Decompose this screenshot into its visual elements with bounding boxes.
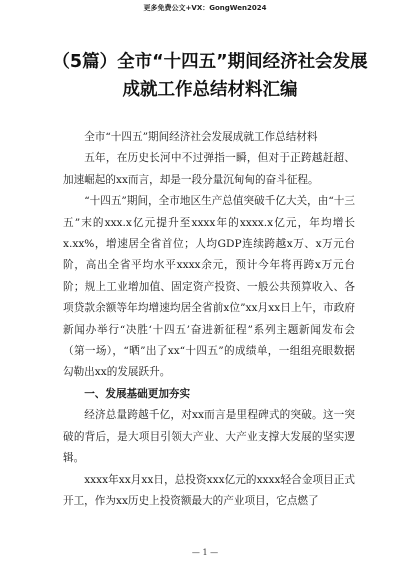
document-subtitle: 全市“十四五”期间经济社会发展成就工作总结材料 [84,131,318,143]
body-paragraph: “十四五”期间，全市地区生产总值突破千亿大关，由“十三五”末的xxx.x亿元提升至xxxx年的xxxx.x亿元，年均增长x.xx%，增速居全省首位；人均GDP连续跨越x万、x万元台阶，高出全省平均水平xxxx余元，预计今年将再跨x万元台阶；规上工业增加值、固定资产投资、一般公共预算收入、各项贷款余额等年均增速均居全省前x位”xx月xx日上午，市政府新闻办举行“决胜‘十四五’奋进新征程”系列主题新闻发布会（第一场），“晒”出了xx“十四五”的成绩单，一组组亮眼数据勾勒出xx的发展跃升。 [63,195,355,379]
section-paragraph: xxxx年xx月xx日，总投资xxx亿元的xxxx轻合金项目正式开工，作为xx历史上投资额最大的产业项目，它点燃了 [63,473,355,507]
document-title: （5篇）全市“十四五”期间经济社会发展成就工作总结材料汇编 [52,52,368,100]
page-header: 更多免费公文+VX：GongWen2024 [143,4,267,12]
section-heading: 一、发展基础更加夯实 [84,387,191,400]
document-body [63,127,355,512]
body-paragraph: 五年，在历史长河中不过弹指一瞬，但对于正跨越赶超、加速崛起的xx而言，却是一段分量沉甸甸的奋斗征程。 [63,152,355,186]
page-number: — 1 — [191,548,219,557]
section-paragraph: 经济总量跨越千亿，对xx而言是里程碑式的突破。这一突破的背后，是大项目引领大产业、大产业支撑大发展的坚实逻辑。 [63,409,355,465]
